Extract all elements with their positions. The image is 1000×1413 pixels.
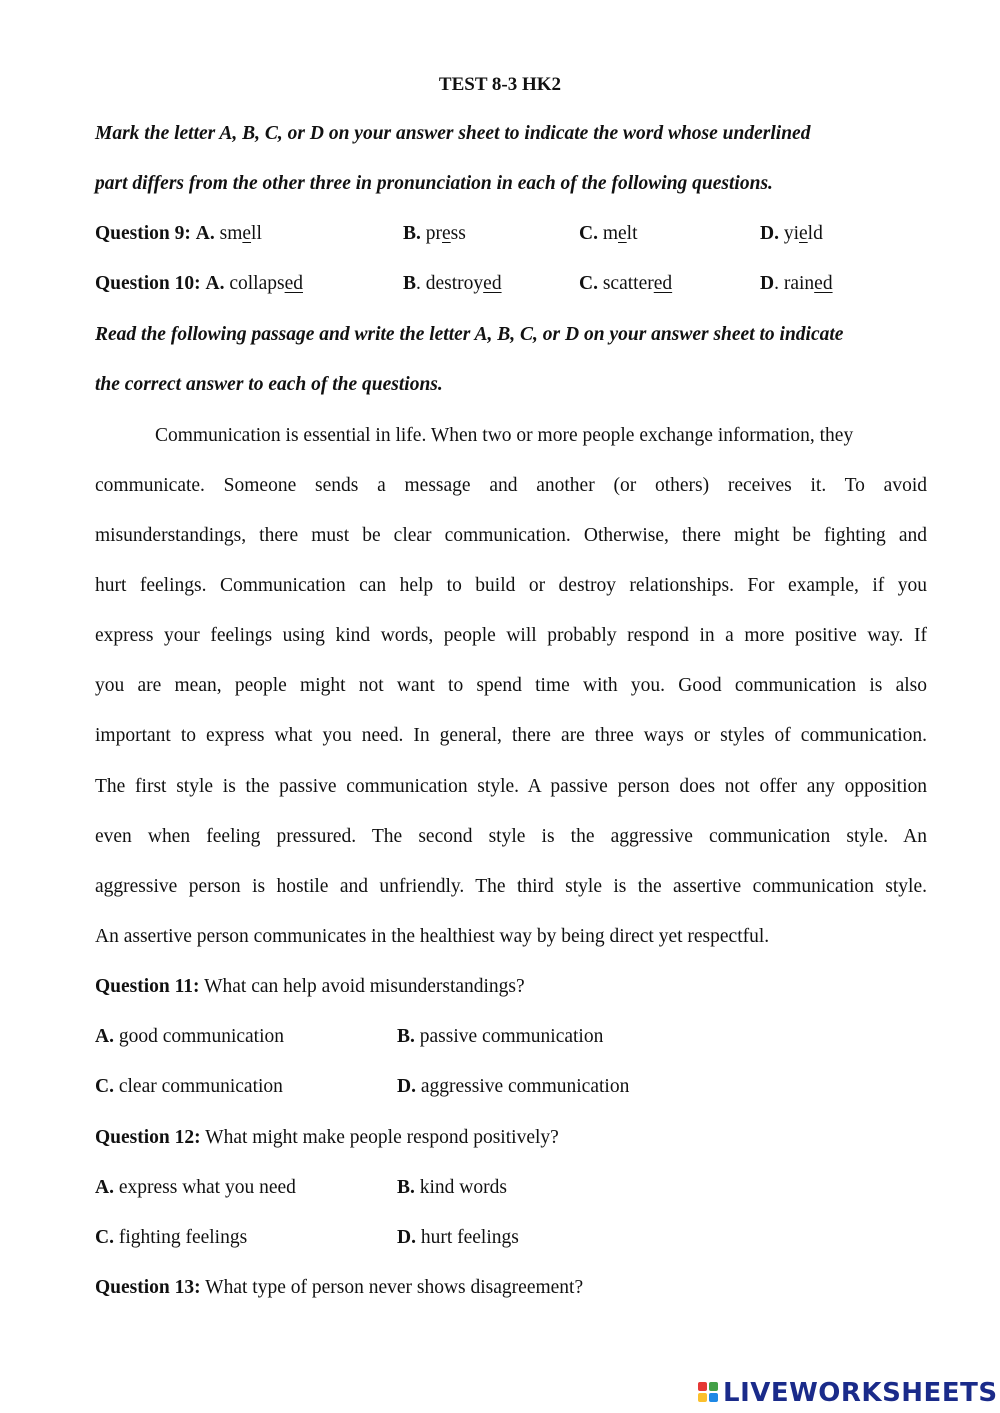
question-13: Question 13: What type of person never shows disagreement? — [95, 1277, 584, 1298]
passage-line: you are mean, people might not want to spend time with you. Good communication is also — [95, 675, 927, 696]
question-11-option-a: A. good communication — [95, 1026, 285, 1047]
question-9-option-b: B. press — [403, 223, 466, 244]
passage-line: hurt feelings. Communication can help to build or destroy relationships. For example, if you — [95, 575, 927, 596]
liveworksheets-brand: LIVEWORKSHEETS — [723, 1378, 998, 1408]
question-9-option-a: Question 9: A. smell — [95, 223, 262, 244]
question-12-option-b: B. kind words — [397, 1177, 507, 1198]
page-title: TEST 8-3 HK2 — [438, 74, 562, 95]
question-11-option-d: D. aggressive communication — [397, 1076, 630, 1097]
question-11: Question 11: What can help avoid misunderstandings? — [95, 976, 525, 997]
liveworksheets-mark-icon — [698, 1382, 720, 1404]
passage-line: Communication is essential in life. When two or more people exchange information, they — [155, 425, 854, 446]
passage-line: express your feelings using kind words, people will probably respond in a more positive way. If — [95, 625, 927, 646]
question-10-option-a: Question 10: A. collapsed — [95, 273, 303, 294]
liveworksheets-logo[interactable] — [698, 1378, 998, 1408]
passage-line: important to express what you need. In general, there are three ways or styles of communication. — [95, 725, 927, 746]
instruction-1-line-2: part differs from the other three in pronunciation in each of the following questions. — [95, 173, 773, 194]
question-12-option-d: D. hurt feelings — [397, 1227, 519, 1248]
question-10-option-b: B. destroyed — [403, 273, 502, 294]
instruction-2-line-1: Read the following passage and write the letter A, B, C, or D on your answer sheet to indicate — [95, 324, 844, 345]
question-12-option-c: C. fighting feelings — [95, 1227, 248, 1248]
question-9-option-c: C. melt — [579, 223, 638, 244]
question-11-option-c: C. clear communication — [95, 1076, 283, 1097]
passage-line: even when feeling pressured. The second style is the aggressive communication style. An — [95, 826, 927, 847]
instruction-1-line-1: Mark the letter A, B, C, or D on your answer sheet to indicate the word whose underlined — [95, 123, 811, 144]
question-12: Question 12: What might make people respond positively? — [95, 1127, 559, 1148]
passage-line: The first style is the passive communication style. A passive person does not offer any opposition — [95, 776, 927, 797]
passage-line: An assertive person communicates in the healthiest way by being direct yet respectful. — [95, 926, 770, 947]
question-11-option-b: B. passive communication — [397, 1026, 604, 1047]
question-10-option-c: C. scattered — [579, 273, 673, 294]
question-10-option-d: D. rained — [760, 273, 833, 294]
passage-line: misunderstandings, there must be clear communication. Otherwise, there might be fighting and — [95, 525, 927, 546]
passage-line: aggressive person is hostile and unfriendly. The third style is the assertive communication style. — [95, 876, 927, 897]
question-9-option-d: D. yield — [760, 223, 823, 244]
passage-line: communicate. Someone sends a message and another (or others) receives it. To avoid — [95, 475, 927, 496]
question-12-option-a: A. express what you need — [95, 1177, 296, 1198]
instruction-2-line-2: the correct answer to each of the questions. — [95, 374, 443, 395]
